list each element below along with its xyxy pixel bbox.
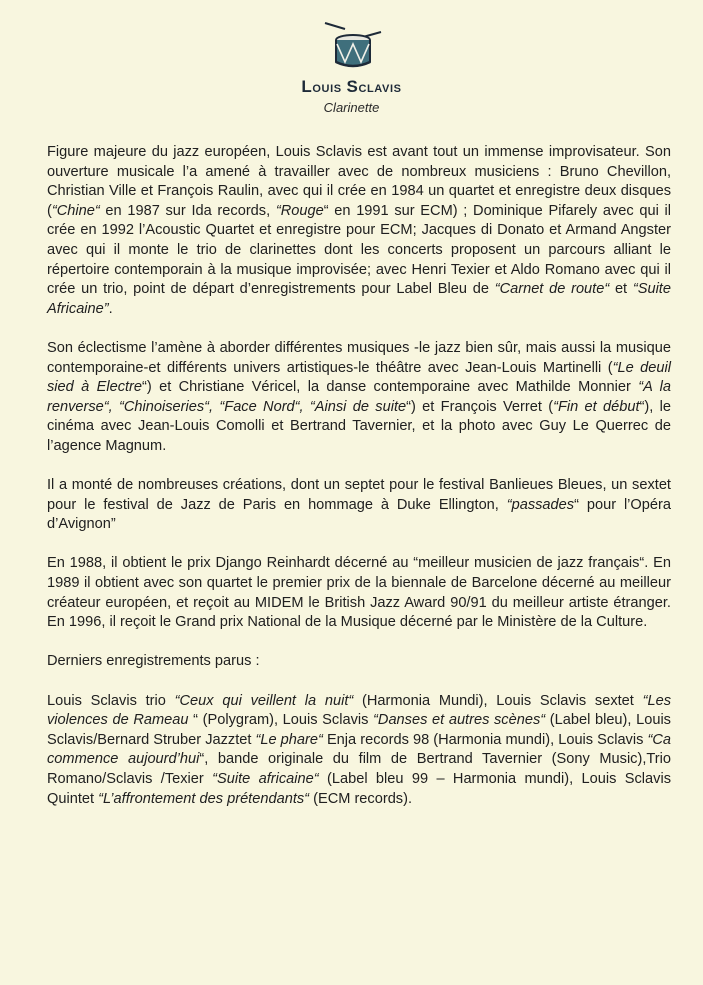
italic-title-text: “Les violences de Rameau <box>47 692 671 729</box>
italic-title-text: “Ca commence aujourd’hui <box>47 731 671 768</box>
body-text: “), le cinéma avec Jean-Louis Comolli et Bertrand Tavernier, et la photo avec Guy Le Querrec de l’agence Magnum. <box>47 398 672 454</box>
body-text: . <box>108 300 113 317</box>
body-text: En 1988, il obtient le prix Django Reinhardt décerné au “meilleur musicien de jazz français“. En 1989 il obtient avec son quartet le premier prix de la biennale de Barcelone décerné au meilleur créateur européen, et reçoit au MIDEM le British Jazz Award 90/91 du meilleur artiste étranger. En 1996, il reçoit le Grand prix National de la Musique décerné par le Ministère de la Culture. <box>47 555 671 631</box>
paragraph-awards <box>47 554 671 632</box>
body-text: “, bande originale du film de Bertrand Tavernier (Sony Music),Trio Romano/Sclavis /Texier <box>47 751 671 787</box>
artist-instrument: Clarinette <box>323 100 380 115</box>
body-text: (Label bleu), Louis Sclavis/Bernard Struber Jazztet <box>47 712 671 748</box>
italic-title-text: “Le phare“ <box>255 731 323 748</box>
body-text: “ en 1991 sur ECM) ; Dominique Pifarely avec qui il crée en 1992 l’Acoustic Quartet et enregistre pour ECM; Jacques di Donato et Armand Angster avec qui il monte le trio de clarinettes dont les concerts proposent un parcours alliant le répertoire contemporain à la musique improvisée; avec Henri Texier et Aldo Romano avec qui il crée un trio, point de départ d’enregistrements pour Label Bleu de <box>47 202 671 298</box>
paragraph-creations <box>47 476 671 535</box>
italic-title-text: “Danses et autres scènes“ <box>373 712 546 729</box>
body-text: et <box>609 281 633 298</box>
body-text: en 1987 sur Ida records, <box>99 202 276 219</box>
paragraph-recordings <box>47 692 671 810</box>
italic-title-text: “Le deuil sied à Electre <box>47 359 671 396</box>
body-text: “) et Christiane Véricel, la danse contemporaine avec Mathilde Monnier <box>142 379 639 396</box>
body-text: Il a monté de nombreuses créations, dont un septet pour le festival Banlieues Bleues, un sextet pour le festival de Jazz de Paris en hommage à Duke Ellington, <box>47 477 671 513</box>
body-text: “ pour l’Opéra d’Avignon” <box>47 496 671 533</box>
paragraph-eclecticism <box>47 339 671 457</box>
body-text: Figure majeure du jazz européen, Louis Sclavis est avant tout un immense improvisateur. Son ouverture musicale l’a amené à travailler avec de nombreux musiciens : Bruno Chevillon, Christian Ville et François Raulin, avec qui il crée en 1984 un quartet et enregistre deux disques ( <box>47 144 671 219</box>
body-text: “ (Polygram), Louis Sclavis <box>188 712 374 729</box>
recordings-heading: Derniers enregistrements parus : <box>47 653 260 670</box>
italic-title-text: “passades <box>506 496 575 513</box>
body-text: Louis Sclavis trio <box>47 692 175 709</box>
italic-title-text: “L’affrontement des prétendants“ <box>98 790 310 807</box>
body-text: (Label bleu 99 – Harmonia mundi), Louis Sclavis Quintet <box>47 771 671 807</box>
italic-title-text: “Suite Africaine” <box>47 281 671 317</box>
body-text: “) et François Verret ( <box>406 398 554 415</box>
page-header <box>0 78 703 116</box>
biography-text <box>47 143 671 829</box>
italic-title-text: “A la renverse“, “Chinoiseries“, “Face Nord“, “Ainsi de suite <box>47 379 672 415</box>
artist-name: Louis Sclavis <box>301 77 402 96</box>
body-text: Son éclectisme l’amène à aborder différentes musiques -le jazz bien sûr, mais aussi la musique contemporaine-et différents univers artistiques-le théâtre avec Jean-Louis Martinelli ( <box>47 339 671 376</box>
italic-title-text: “Chine“ <box>51 202 100 219</box>
body-text: Enja records 98 (Harmonia mundi), Louis Sclavis <box>322 731 648 748</box>
italic-title-text: “Rouge <box>275 202 324 219</box>
italic-title-text: “Fin et début <box>553 398 640 415</box>
drum-icon <box>323 20 383 72</box>
body-text: (Harmonia Mundi), Louis Sclavis sextet <box>353 692 643 709</box>
italic-title-text: “Ceux qui veillent la nuit“ <box>174 692 354 709</box>
italic-title-text: “Suite africaine“ <box>212 771 319 787</box>
body-text: (ECM records). <box>309 790 413 807</box>
paragraph-career <box>47 143 671 319</box>
italic-title-text: “Carnet de route“ <box>494 281 610 298</box>
